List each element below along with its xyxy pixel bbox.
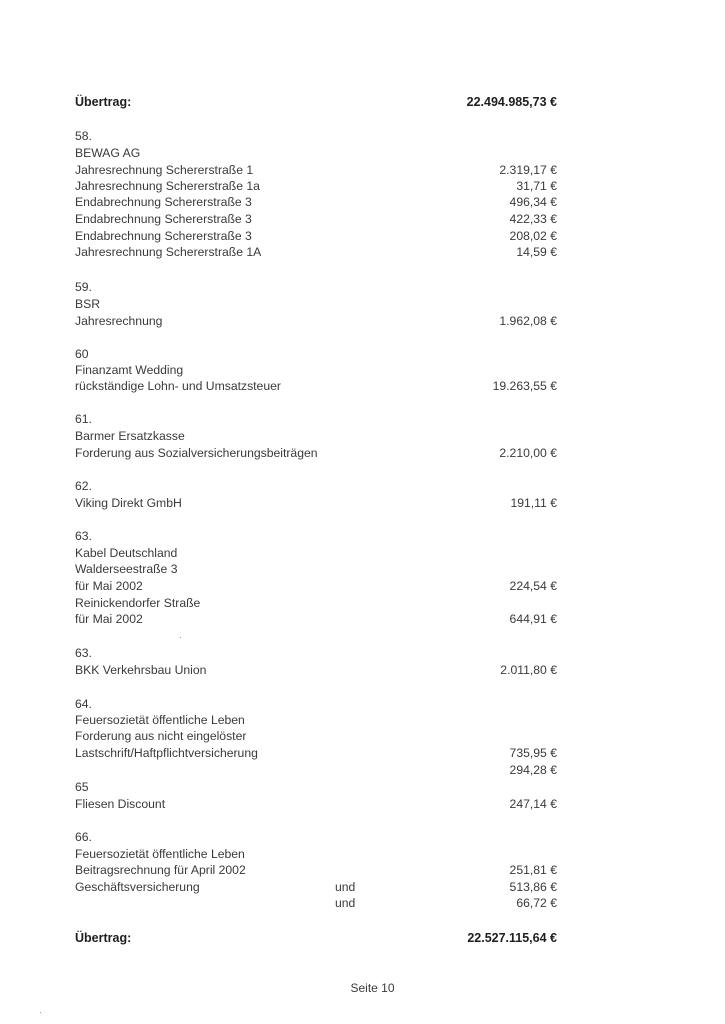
entry-row-text: BKK Verkehrsbau Union — [75, 663, 207, 677]
entry-row-text: Lastschrift/Haftpflichtversicherung — [75, 746, 258, 760]
entry-row-text: Forderung aus nicht eingelöster — [75, 729, 247, 743]
entry-row-amount: 294,28 € — [509, 763, 557, 777]
entry-row-text: Viking Direkt GmbH — [75, 496, 182, 510]
entry-row-amount: 19.263,55 € — [492, 379, 557, 393]
entry-row-amount: 2.319,17 € — [499, 163, 557, 177]
entry-name: BSR — [75, 297, 101, 311]
entry-row-text: Jahresrechnung Schererstraße 1A — [75, 245, 262, 259]
entry-row-amount: 31,71 € — [516, 179, 557, 193]
entry-row-amount: 191,11 € — [510, 496, 557, 510]
carry-over-label: Übertrag: — [75, 95, 132, 109]
entry-row-amount: 224,54 € — [509, 579, 557, 593]
carry-over-label-bottom: Übertrag: — [75, 931, 132, 945]
entry-row-conjunction: und — [335, 896, 356, 910]
entry-row-amount: 14,59 € — [516, 245, 557, 259]
entry-row-text: Beitragsrechnung für April 2002 — [75, 863, 246, 877]
entry-row-amount: 513,86 € — [509, 880, 557, 894]
entry-row-text: für Mai 2002 — [75, 612, 143, 626]
entry-row-text: Endabrechnung Schererstraße 3 — [75, 212, 252, 226]
entry-row-amount: 66,72 € — [516, 896, 557, 910]
entry-number: 61. — [75, 412, 92, 426]
entry-name: Finanzamt Wedding — [75, 363, 184, 377]
entry-number: 62. — [75, 479, 92, 493]
scan-speck — [180, 637, 181, 638]
entry-number: 63. — [75, 529, 92, 543]
entry-row-amount: 247,14 € — [509, 797, 557, 811]
entry-row-amount: 644,91 € — [509, 612, 557, 626]
entry-name: Kabel Deutschland — [75, 546, 178, 560]
entry-row-amount: 422,33 € — [509, 212, 557, 226]
entry-number: 64. — [75, 697, 92, 711]
entry-row-text: rückständige Lohn- und Umsatzsteuer — [75, 379, 281, 393]
entry-row-text: Fliesen Discount — [75, 797, 166, 811]
entry-name: Feuersozietät öffentliche Leben — [75, 847, 245, 861]
entry-row-text: Jahresrechnung — [75, 314, 163, 328]
entry-number: 60 — [75, 347, 89, 361]
entry-row-amount: 1.962,08 € — [499, 314, 557, 328]
entry-name: Barmer Ersatzkasse — [75, 429, 185, 443]
entry-row-amount: 735,95 € — [509, 746, 557, 760]
entry-row-text: Forderung aus Sozialversicherungsbeiträgen — [75, 446, 318, 460]
scan-speck — [40, 1012, 41, 1013]
entry-number: 63. — [75, 646, 92, 660]
entry-name: BEWAG AG — [75, 146, 141, 160]
entry-row-text: Geschäftsversicherung — [75, 880, 200, 894]
entry-row-text: Jahresrechnung Schererstraße 1 — [75, 163, 254, 177]
entry-name: Feuersozietät öffentliche Leben — [75, 713, 245, 727]
entry-row-text: für Mai 2002 — [75, 579, 143, 593]
page-number: Seite 10 — [350, 981, 395, 995]
entry-row-amount: 208,02 € — [509, 229, 557, 243]
entry-row-text: Endabrechnung Schererstraße 3 — [75, 229, 252, 243]
entry-row-amount: 2.210,00 € — [499, 446, 557, 460]
entry-row-amount: 251,81 € — [509, 863, 557, 877]
entry-number: 65 — [75, 780, 89, 794]
entry-row-amount: 2.011,80 € — [500, 663, 557, 677]
entry-row-text: Jahresrechnung Schererstraße 1a — [75, 179, 260, 193]
carry-over-amount-bottom: 22.527.115,64 € — [467, 931, 557, 945]
entry-number: 66. — [75, 830, 92, 844]
entry-row-text: Endabrechnung Schererstraße 3 — [75, 195, 252, 209]
entry-number: 58. — [75, 129, 92, 143]
entry-number: 59. — [75, 280, 92, 294]
entry-row-amount: 496,34 € — [509, 195, 557, 209]
entry-row-conjunction: und — [335, 880, 356, 894]
carry-over-amount: 22.494.985,73 € — [466, 95, 557, 109]
entry-row-text: Reinickendorfer Straße — [75, 596, 201, 610]
entry-row-text: Walderseestraße 3 — [75, 562, 178, 576]
